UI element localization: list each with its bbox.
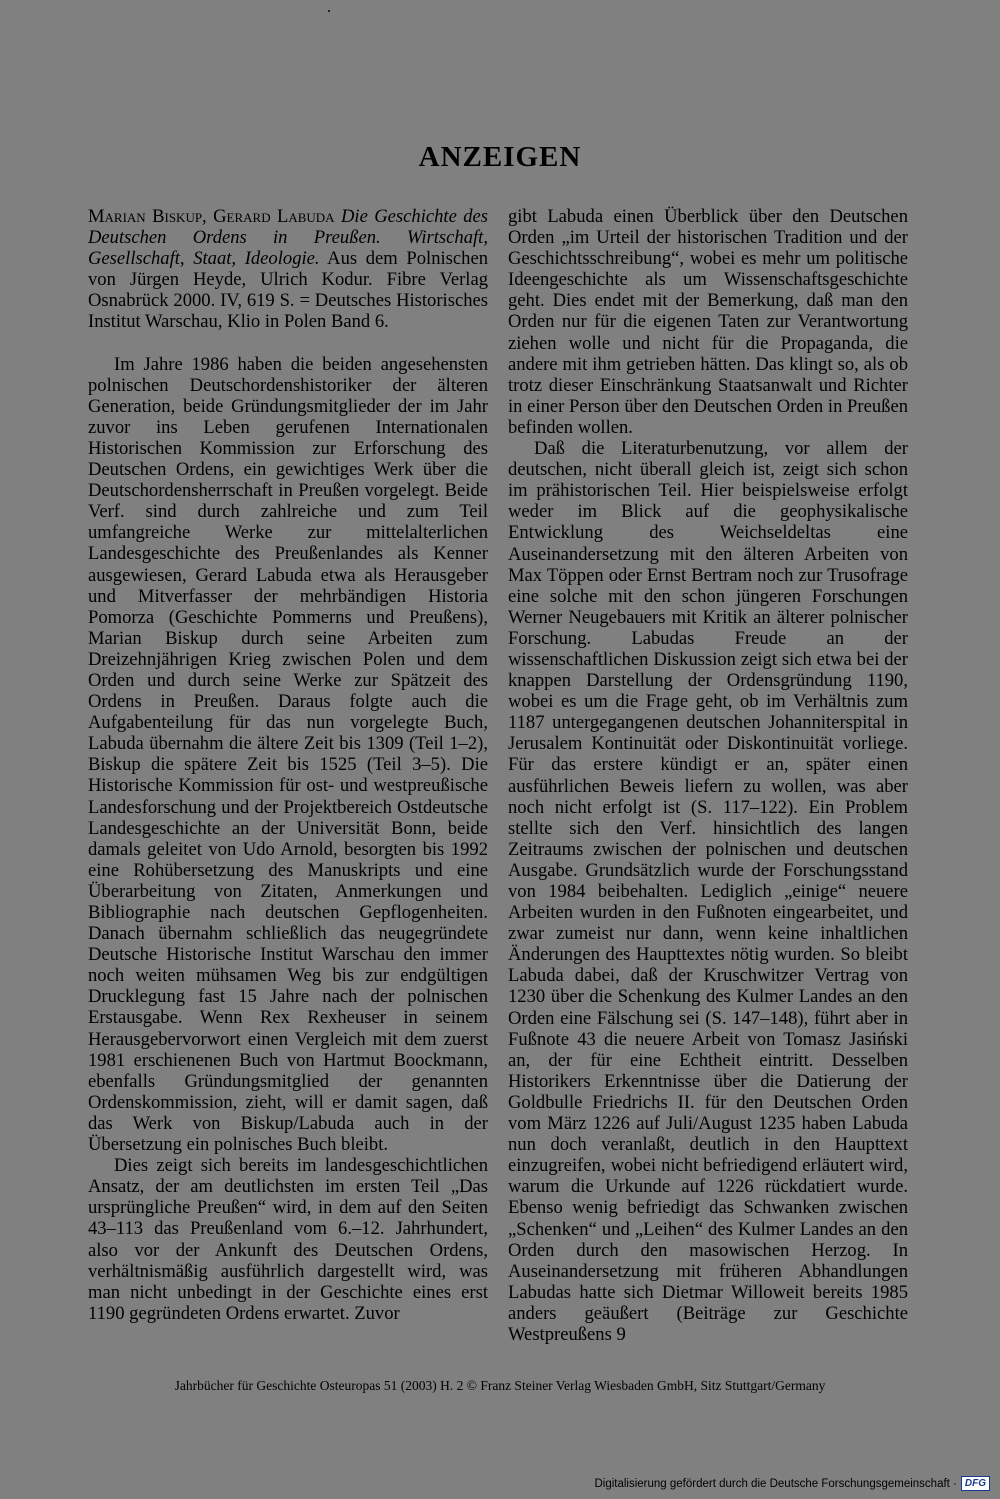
review-authors: Marian Biskup, Gerard Labuda	[88, 206, 335, 227]
body-paragraph: gibt Labuda einen Überblick über den Deutschen Orden „im Urteil der historischen Tradition und der Geschichtsschreibung“, wobei es mehr um politische Ideengeschichte als um Wissenschaftsgeschichte geht. Dies endet mit der Bemerkung, daß man den Orden nur für die eigenen Taten zur Verantwortung ziehen wolle und nicht für die Propaganda, die andere mit ihm getrieben hätten. Das klingt so, als ob trotz dieser Einschränkung Staatsanwalt und Richter in einer Person über den Deutschen Orden in Preußen befinden wollen.	[508, 206, 908, 438]
body-paragraph: Daß die Literaturbenutzung, vor allem der deutschen, nicht überall gleich ist, zeigt sich schon im prähistorischen Teil. Hier beispielsweise erfolgt weder im Blick auf die geophysikalische Entwicklung des Weichseldeltas eine Auseinandersetzung mit den älteren Arbeiten von Max Töppen oder Ernst Bertram noch zur Trusofrage eine solche mit den schon jüngeren Forschungen Werner Neugebauers mit Kritik an älterer polnischer Forschung. Labudas Freude an der wissenschaftlichen Diskussion zeigt sich etwa bei der knappen Darstellung der Ordensgründung 1190, wobei es um die Frage geht, ob im Verhältnis zum 1187 untergegangenen deutschen Johanniterspital in Jerusalem Kontinuität oder Diskontinuität vorliege. Für das erstere kündigt er an, später einen ausführlichen Beweis liefern zu wollen, was aber noch nicht erfolgt ist (S. 117–122). Ein Problem stellte sich den Verf. hinsichtlich des langen Zeitraums zwischen der polnischen und deutschen Ausgabe. Grundsätzlich wurde der Forschungsstand von 1984 beibehalten. Lediglich „einige“ neuere Arbeiten wurden in den Fußnoten eingearbeitet, und zwar zumeist nur dann, wenn keine inhaltlichen Änderungen des Haupttextes nötig wurden. So bleibt Labuda dabei, daß der Kruschwitzer Vertrag von 1230 über die Schenkung des Kulmer Landes an den Orden eine Fälschung sei (S. 147–148), führt aber in Fußnote 43 die neuere Arbeit von Tomasz Jasiński an, der für eine Echtheit eintritt. Desselben Historikers Erkenntnisse über die Datierung der Goldbulle Friedrichs II. für den Deutschen Orden vom März 1226 auf Juli/August 1235 haben Labuda nun doch veranlaßt, deutlich in den Haupttext einzugreifen, wobei nicht befriedigend erläutert wird, warum die Urkunde auf 1226 rückdatiert wurde. Ebenso wenig befriedigt das Schwanken zwischen „Schenken“ und „Leihen“ des Kulmer Landes an den Orden durch den masowischen Herzog. In Auseinandersetzung mit früheren Abhandlungen Labudas hatte sich Dietmar Willoweit bereits 1985 anders geäußert (Beiträge zur Geschichte Westpreußens 9	[508, 438, 908, 1345]
right-column	[508, 206, 908, 1345]
journal-footer: Jahrbücher für Geschichte Osteuropas 51 (2003) H. 2 © Franz Steiner Verlag Wiesbaden GmbH, Sitz Stuttgart/Germany	[174, 1378, 826, 1393]
left-column	[88, 206, 488, 1324]
review-header	[88, 206, 488, 333]
body-paragraph: Dies zeigt sich bereits im landesgeschichtlichen Ansatz, der am deutlichsten im ersten Teil „Das ursprüngliche Preußen“ wird, in dem auf den Seiten 43–113 das Preußenland vom 6.–12. Jahrhundert, also vor der Ankunft des Deutschen Ordens, verhältnismäßig ausführlich dargestellt wird, was man nicht unbedingt in der Geschichte eines erst 1190 gegründeten Ordens erwartet. Zuvor	[88, 1155, 488, 1324]
digitization-note: Digitalisierung gefördert durch die Deutsche Forschungsgemeinschaft ·	[594, 1477, 957, 1490]
scan-speck	[328, 10, 330, 12]
review-publication-details: Aus dem Polnischen von Jürgen Heyde, Ulrich Kodur. Fibre Verlag Osnabrück 2000. IV, 619 S. = Deutsches Historisches Institut Warschau, Klio in Polen Band 6.	[88, 248, 488, 333]
page-title: ANZEIGEN	[418, 141, 582, 174]
review-book-title: Die Geschichte des Deutschen Ordens in Preußen. Wirtschaft, Gesellschaft, Staat, Ideologie.	[88, 206, 489, 270]
body-paragraph: Im Jahre 1986 haben die beiden angesehensten polnischen Deutschordenshistoriker der älteren Generation, beide Gründungsmitglieder der im Jahr zuvor ins Leben gerufenen Internationalen Historischen Kommission zur Erforschung des Deutschen Ordens, ein gewichtiges Werk über die Deutschordensherrschaft in Preußen vorgelegt. Beide Verf. sind durch zahlreiche und zum Teil umfangreiche Werke zur mittelalterlichen Landesgeschichte des Preußenlandes als Kenner ausgewiesen, Gerard Labuda etwa als Herausgeber und Mitverfasser der mehrbändigen Historia Pomorza (Geschichte Pommerns und Preußens), Marian Biskup durch seine Arbeiten zum Dreizehnjährigen Krieg zwischen Polen und dem Orden und durch seine Werke zur Spätzeit des Ordens in Preußen. Daraus folgte auch die Aufgabenteilung für das nun vorgelegte Buch, Labuda übernahm die ältere Zeit bis 1309 (Teil 1–2), Biskup die spätere Zeit bis 1525 (Teil 3–5). Die Historische Kommission für ost- und westpreußische Landesforschung und der Projektbereich Ostdeutsche Landesgeschichte an der Universität Bonn, beide damals geleitet von Udo Arnold, besorgten bis 1992 eine Rohübersetzung des Manuskripts und eine Überarbeitung von Zitaten, Anmerkungen und Bibliographie nach deutschen Gepflogenheiten. Danach übernahm schließlich das neugegründete Deutsche Historische Institut Warschau den immer noch weiten mühsamen Weg bis zur endgültigen Drucklegung fast 15 Jahre nach der polnischen Erstausgabe. Wenn Rex Rexheuser in seinem Herausgebervorwort einen Vergleich mit dem zuerst 1981 erschienenen Buch von Hartmut Boockmann, ebenfalls Gründungsmitglied der genannten Ordenskommission, zieht, will er damit sagen, daß das Werk von Biskup/Labuda auch in der Übersetzung ein polnisches Buch bleibt.	[88, 353, 488, 1156]
dfg-logo: DFG	[961, 1476, 990, 1491]
digitization-bar	[594, 1476, 990, 1491]
